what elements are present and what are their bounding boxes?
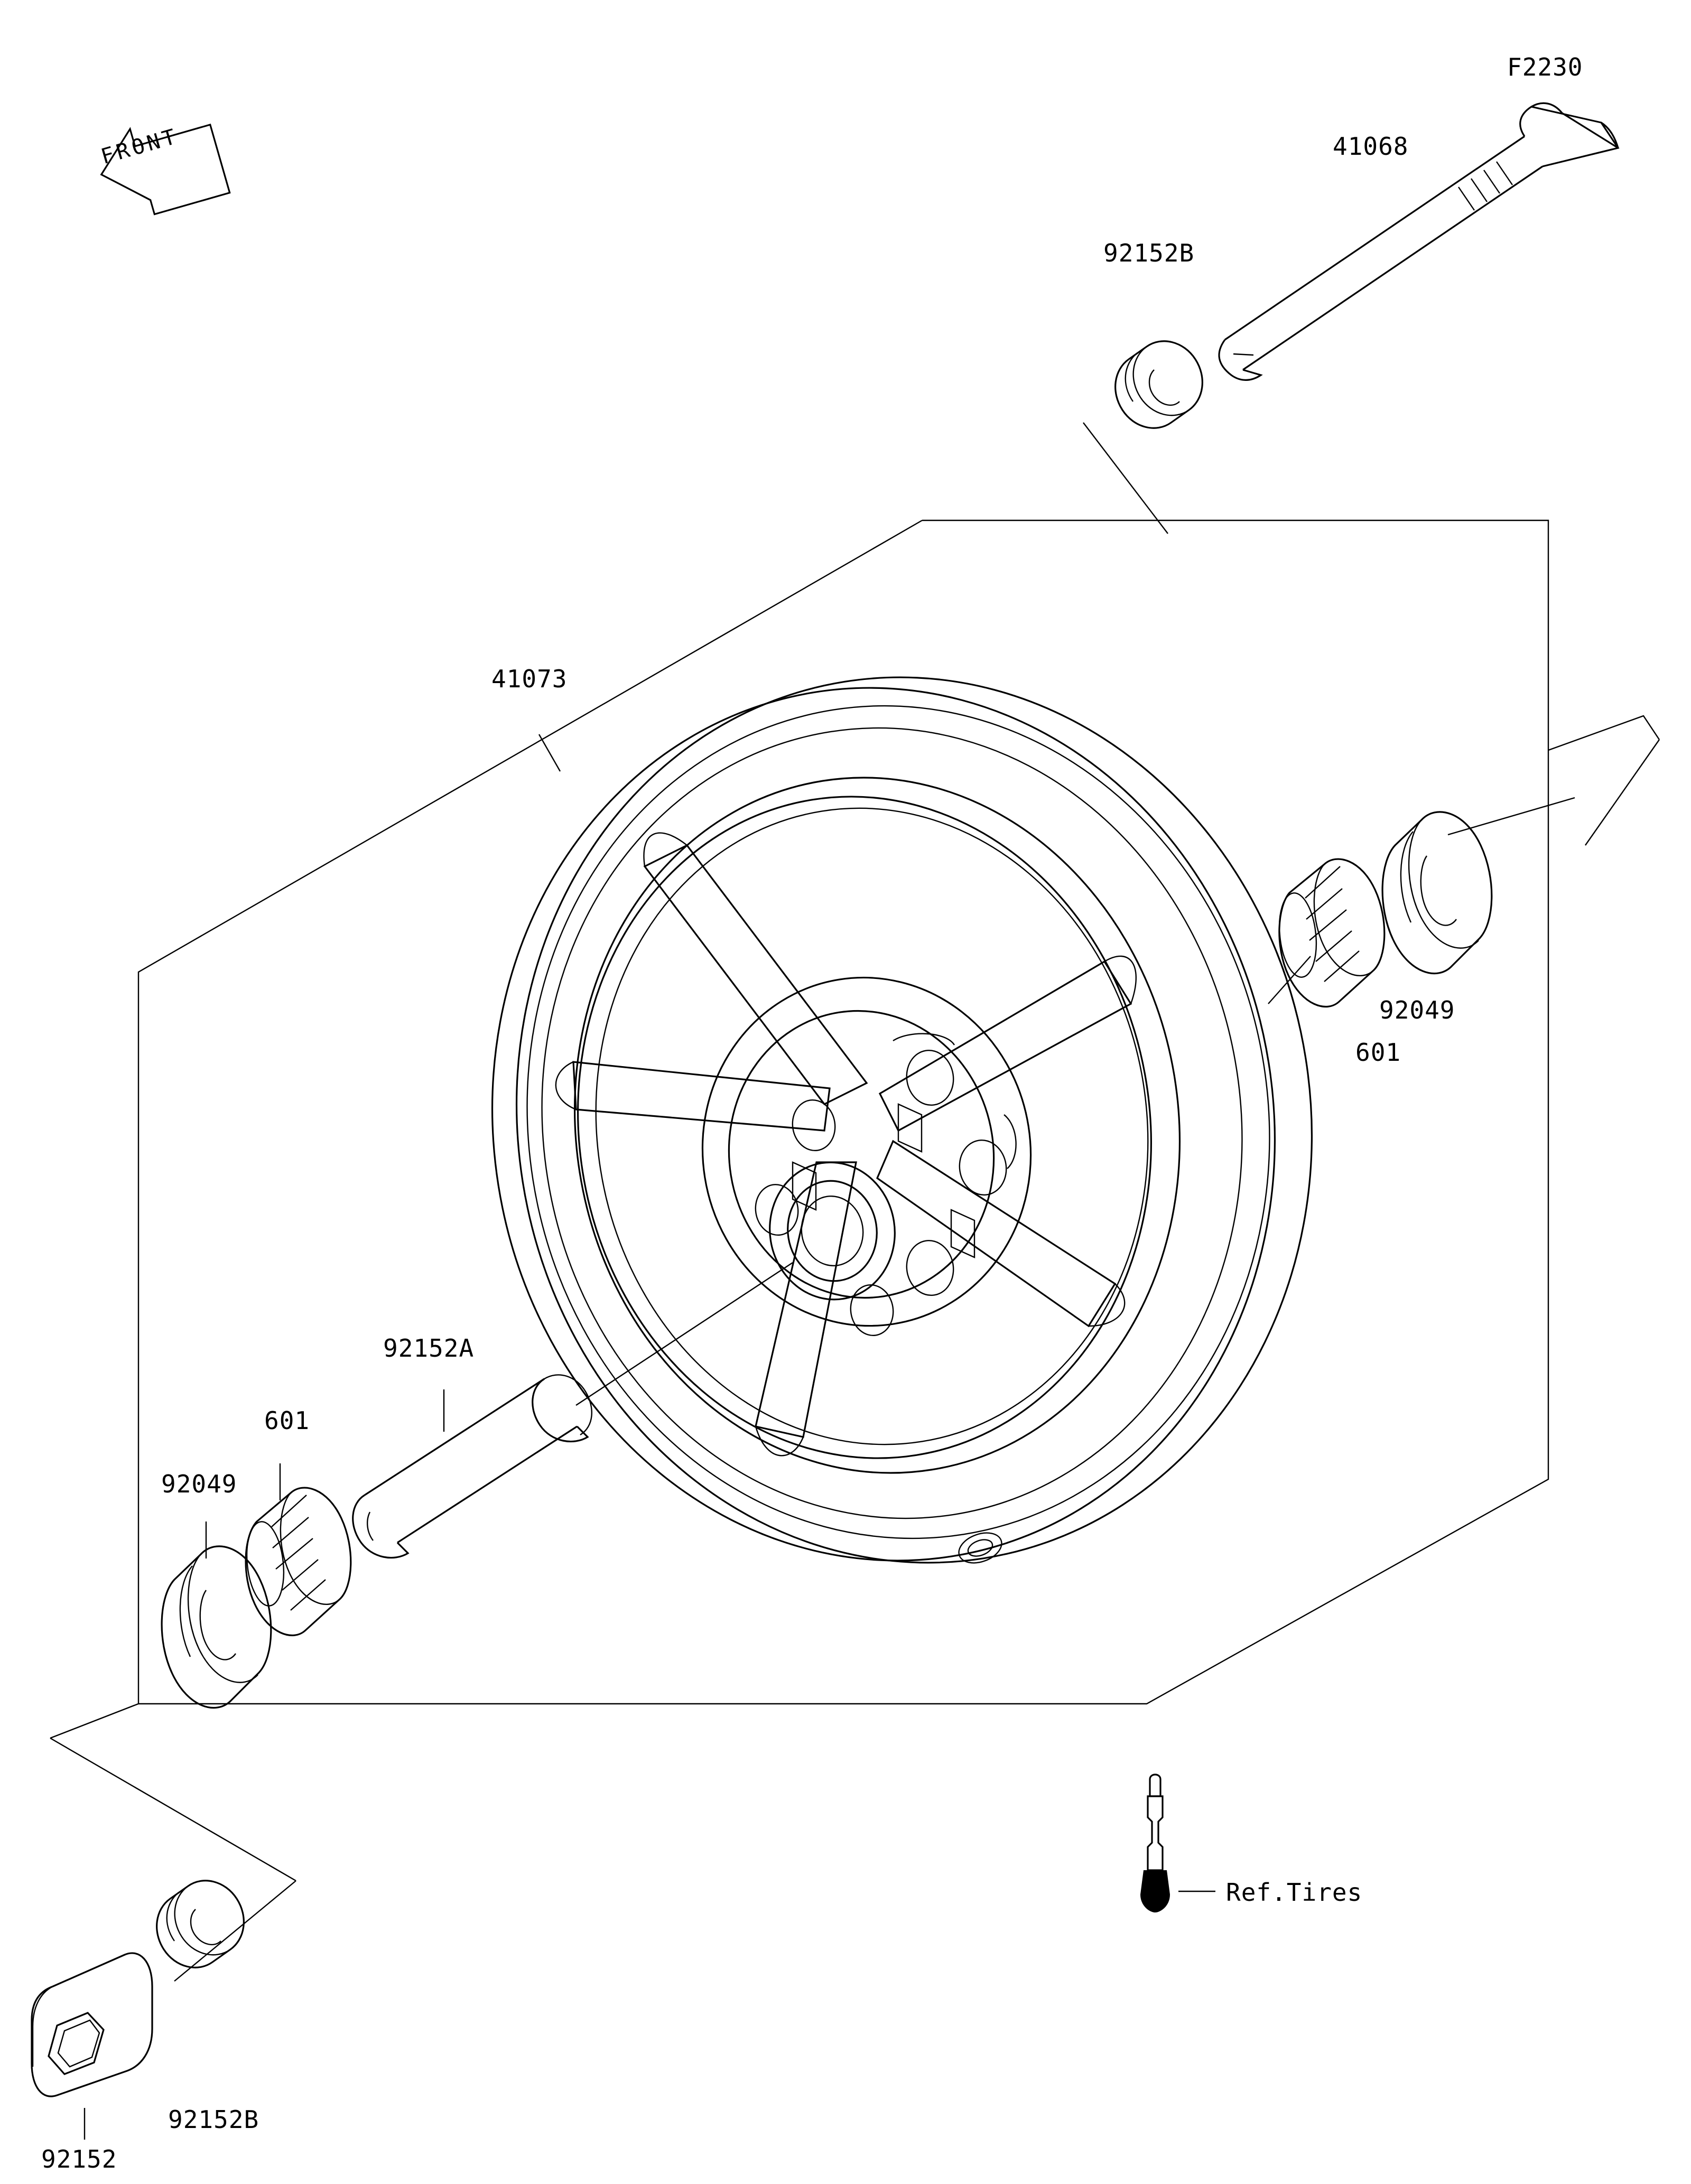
tires-reference-label: Ref.Tires [1226, 1878, 1363, 1907]
oil-seal-left-part [162, 1546, 271, 1708]
distance-collar-part [353, 1375, 592, 1557]
wheel-bearing-right-part [1276, 859, 1385, 1006]
collar-right-part [1116, 341, 1203, 428]
axle-label: 41068 [1333, 132, 1409, 161]
collar-bottom-label: 92152 [41, 2145, 117, 2173]
seal-left-label: 92049 [161, 1470, 237, 1498]
front-axle-part [1219, 103, 1618, 380]
assembly-boundary [50, 520, 1659, 1881]
tire-valve-icon [1140, 1775, 1215, 1912]
tire [430, 620, 1376, 1620]
oil-seal-right-part [1382, 812, 1492, 974]
wheel-hub [677, 954, 1056, 1350]
sheet-code-label: F2230 [1507, 53, 1583, 81]
leader-collar-right [1083, 423, 1168, 534]
collar-bottom-part [32, 1953, 152, 2096]
collar-left-label: 92152B [168, 2105, 259, 2134]
wheel-spokes [556, 833, 1136, 1456]
distance-collar-label: 92152A [383, 1334, 475, 1362]
rim-label: 41073 [491, 665, 568, 693]
collar-left-part [157, 1881, 244, 1967]
valve-hole [955, 1527, 1006, 1569]
collar-right-label: 92152B [1103, 239, 1195, 267]
leader-rim [539, 734, 560, 771]
seal-right-label: 92049 [1379, 996, 1455, 1024]
leader-seal-right [1448, 798, 1575, 835]
bearing-right-label: 601 [1355, 1038, 1401, 1067]
bearing-left-label: 601 [264, 1406, 310, 1435]
front-arrow-label: FRONT [98, 124, 182, 170]
wheel-bearing-left-part [243, 1488, 351, 1635]
